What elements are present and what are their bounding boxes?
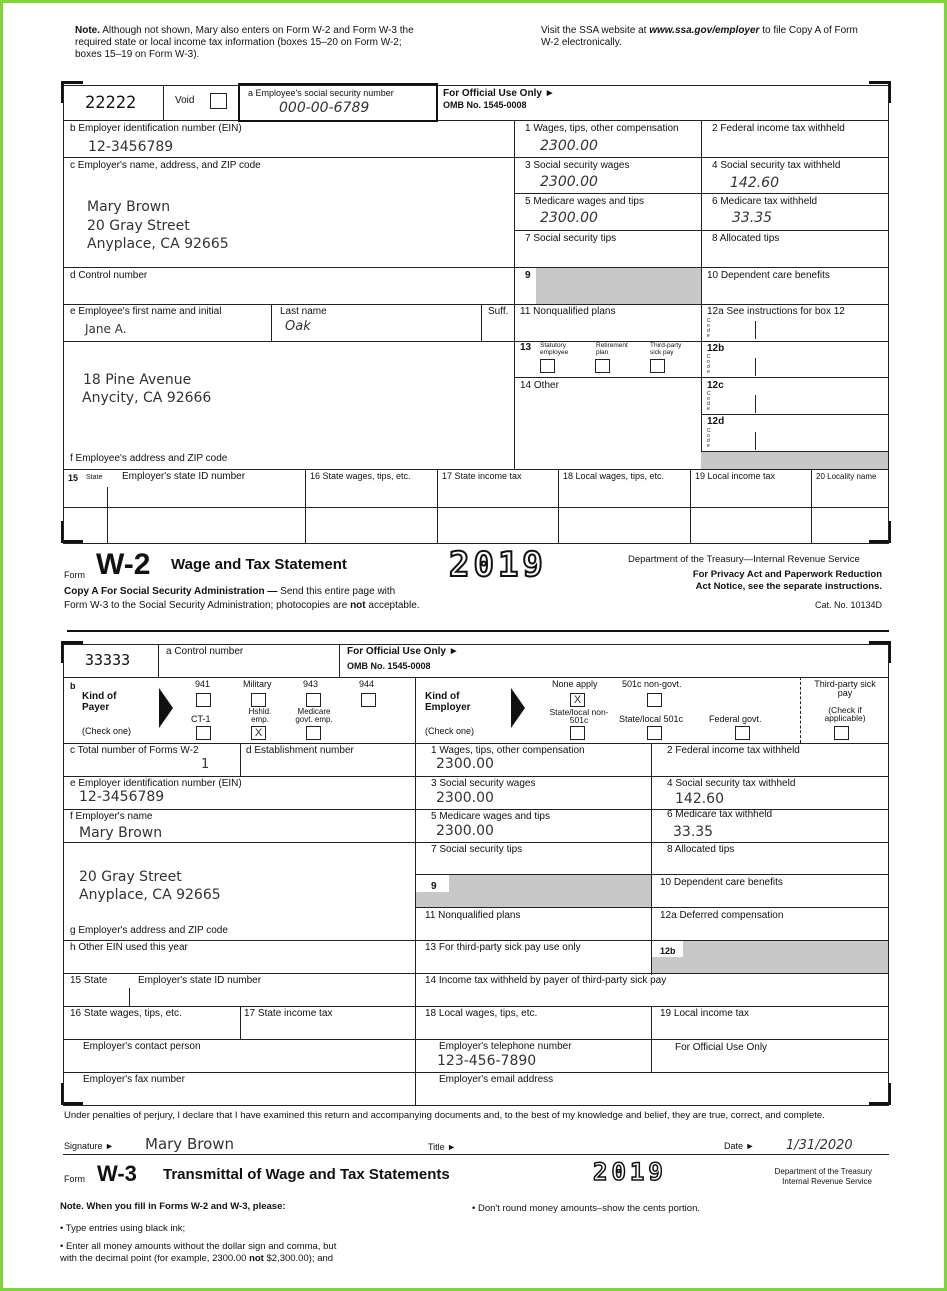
w3-tax-year: 2019 [593, 1158, 667, 1186]
w3-irs-label: Internal Revenue Service [782, 1177, 872, 1186]
kind-of-employer-label: Kind of Employer [425, 691, 471, 713]
w3-ein-field[interactable]: 12-3456789 [79, 789, 165, 805]
w2-form-title: Wage and Tax Statement [171, 556, 347, 573]
w3-employer-city-field[interactable]: Anyplace, CA 92665 [79, 887, 221, 903]
w3-state-id-label: Employer's state ID number [138, 975, 262, 986]
box10-label: 10 Dependent care benefits [707, 270, 830, 281]
box6-label: 6 Medicare tax withheld [712, 196, 818, 207]
w3-box7-label: 7 Social security tips [431, 844, 523, 855]
form-word: Form [64, 570, 85, 580]
payer-944-label: 944 [359, 679, 375, 689]
copy-a-heading: Copy A For Social Security Administration — [64, 586, 278, 597]
w3-box9-label: 9 [431, 881, 437, 892]
w3-box12b-label: 12b [660, 946, 676, 956]
w3-box5-label: 5 Medicare wages and tips [431, 811, 550, 822]
bottom-note-bullet-1: • Type entries using black ink; [60, 1223, 186, 1234]
box5-medicare-wages-field[interactable]: 2300.00 [540, 210, 598, 226]
employer-check-one: (Check one) [425, 726, 475, 736]
catalog-number: Cat. No. 10134D [814, 600, 882, 610]
employee-first-name-field[interactable]: Jane A. [85, 322, 127, 336]
payer-military-label: Military [243, 679, 272, 689]
box18-label: 18 Local wages, tips, etc. [563, 471, 665, 481]
form-separator [67, 630, 889, 632]
employer-arrow-icon [511, 688, 525, 728]
ssa-website-note [541, 25, 871, 49]
fax-number-label: Employer's fax number [83, 1074, 185, 1085]
501c-label: 501c non-govt. [622, 679, 682, 689]
w3-form-title: Transmittal of Wage and Tax Statements [163, 1166, 450, 1183]
w3-box17-label: 17 State income tax [244, 1008, 333, 1019]
box20-label: 20 Locality name [816, 472, 877, 481]
box12b-label: 12b [707, 343, 725, 354]
state-non501c-checkbox[interactable] [570, 726, 585, 740]
retirement-plan-checkbox[interactable] [595, 359, 610, 373]
bottom-note-bullet-3: • Don't round money amounts–show the cents portion. [472, 1203, 700, 1214]
w3-box12a-label: 12a Deferred compensation [660, 910, 784, 921]
ssn-label: a Employee's social security number [248, 88, 394, 98]
telephone-field[interactable]: 123-456-7890 [437, 1053, 537, 1069]
check-if-applicable-label: (Check if applicable) [824, 705, 866, 723]
w3-ein-label: e Employer identification number (EIN) [70, 778, 242, 789]
note-text: Although not shown, Mary also enters on Form W-2 and Form W-3 the required state or local income tax information (boxes 15–20 on Form W-2; boxes 15–19 on Form W-3). [75, 25, 414, 60]
box9-label: 9 [525, 270, 531, 281]
w3-official-use-label: For Official Use Only ► [347, 646, 459, 657]
w3-box1-wages-field[interactable]: 2300.00 [436, 756, 494, 772]
employee-first-name-label: e Employee's first name and initial [70, 306, 222, 317]
crop-mark [61, 1083, 83, 1105]
none-apply-checkbox[interactable]: X [570, 693, 585, 707]
bottom-note-title: Note. When you fill in Forms W-2 and W-3, please: [60, 1201, 286, 1212]
w2-tax-year: 2019 [449, 545, 547, 585]
w3-box2-label: 2 Federal income tax withheld [667, 745, 800, 756]
w3-treasury-label: Department of the Treasury [774, 1167, 872, 1176]
employee-street-field[interactable]: 18 Pine Avenue [83, 372, 192, 388]
bottom-note-bullet-2: • Enter all money amounts without the dollar sign and comma, but [60, 1241, 337, 1252]
box12a-label: 12a See instructions for box 12 [707, 306, 845, 317]
w3-third-party-checkbox[interactable] [834, 726, 849, 740]
w3-control-number-label: a Control number [166, 646, 244, 657]
w3-box4-ss-tax-field[interactable]: 142.60 [675, 791, 724, 807]
employer-street-field[interactable]: 20 Gray Street [87, 218, 190, 234]
title-label: Title ► [428, 1142, 457, 1152]
code-label: C o d e [707, 354, 711, 375]
payer-943-label: 943 [303, 679, 319, 689]
box3-label: 3 Social security wages [525, 160, 630, 171]
other-ein-label: h Other EIN used this year [70, 942, 188, 953]
signature-label: Signature ► [64, 1141, 114, 1151]
box12c-label: 12c [707, 380, 724, 391]
establishment-number-label: d Establishment number [246, 745, 354, 756]
payer-943-checkbox[interactable] [306, 693, 321, 707]
email-label: Employer's email address [439, 1074, 554, 1085]
box7-label: 7 Social security tips [525, 233, 617, 244]
box8-label: 8 Allocated tips [712, 233, 780, 244]
w3-box16-label: 16 State wages, tips, etc. [70, 1008, 182, 1019]
w3-box19-label: 19 Local income tax [660, 1008, 749, 1019]
box16-label: 16 State wages, tips, etc. [310, 471, 411, 481]
w3-box3-label: 3 Social security wages [431, 778, 536, 789]
total-forms-label: c Total number of Forms W-2 [70, 745, 199, 756]
state-501c-checkbox[interactable] [647, 726, 662, 740]
w3-omb-number: OMB No. 1545-0008 [347, 661, 431, 671]
box2-label: 2 Federal income tax withheld [712, 123, 845, 134]
w3-form-word: Form [64, 1174, 85, 1184]
payer-military-checkbox[interactable] [251, 693, 266, 707]
box15-label: 15 [68, 473, 79, 483]
w3-b-label: b [70, 681, 76, 691]
payer-ct1-label: CT-1 [191, 714, 211, 724]
bottom-note-not: not [249, 1253, 264, 1264]
payer-check-one: (Check one) [82, 726, 132, 736]
employer-city-field[interactable]: Anyplace, CA 92665 [87, 236, 229, 252]
state-501c-label: State/local 501c [619, 714, 684, 724]
ein-label: b Employer identification number (EIN) [70, 123, 242, 134]
copy-a-text: Send this entire page with [277, 586, 396, 597]
third-party-sick-pay-checkbox[interactable] [650, 359, 665, 373]
w3-employer-name-label: f Employer's name [70, 811, 153, 822]
box3-ss-wages-field[interactable]: 2300.00 [540, 174, 598, 190]
w3-box18-label: 18 Local wages, tips, etc. [425, 1008, 538, 1019]
code-label: C o d e [707, 391, 711, 412]
employer-name-label: c Employer's name, address, and ZIP code [70, 160, 261, 171]
w3-official-use-box: For Official Use Only [675, 1042, 768, 1053]
w3-box6-medicare-tax-field[interactable]: 33.35 [673, 824, 714, 840]
statutory-employee-checkbox[interactable] [540, 359, 555, 373]
payer-medicare-govt-label: Medicare govt. emp. [295, 707, 333, 724]
suffix-label: Suff. [488, 306, 509, 317]
w3-box11-label: 11 Nonqualified plans [425, 910, 521, 921]
copy-a-not: not [350, 600, 366, 611]
state-label: State [86, 474, 103, 481]
box1-wages-field[interactable]: 2300.00 [540, 138, 598, 154]
w3-box14-label: 14 Income tax withheld by payer of third-party sick pay [425, 975, 667, 986]
privacy-act-notice: For Privacy Act and Paperwork Reduction [692, 569, 882, 580]
w3-box8-label: 8 Allocated tips [667, 844, 735, 855]
kind-of-payer-label: Kind of Payer [82, 691, 117, 713]
last-name-label: Last name [280, 306, 327, 317]
void-label: Void [175, 95, 195, 106]
ssa-note-post: to file Copy A of Form W-2 electronically. [541, 25, 858, 48]
omb-number: OMB No. 1545-0008 [443, 100, 527, 110]
box1-label: 1 Wages, tips, other compensation [525, 123, 679, 134]
perjury-statement: Under penalties of perjury, I declare that I have examined this return and accompanying documents and, to the best of my knowledge and belief, they are true, correct, and complete. [64, 1110, 825, 1121]
employer-name-field[interactable]: Mary Brown [87, 199, 171, 215]
w3-form-name: W-3 [97, 1161, 137, 1186]
box14-label: 14 Other [520, 380, 559, 391]
employer-state-id-label: Employer's state ID number [122, 471, 246, 482]
payer-medicare-govt-checkbox[interactable] [306, 726, 321, 740]
copy-a-text-3: acceptable. [365, 600, 420, 611]
box5-label: 5 Medicare wages and tips [525, 196, 644, 207]
employee-city-field[interactable]: Anycity, CA 92666 [82, 390, 212, 406]
contact-person-label: Employer's contact person [83, 1041, 201, 1052]
w3-box10-label: 10 Dependent care benefits [660, 877, 783, 888]
retirement-plan-label: Retirement plan [596, 342, 628, 356]
w3-box6-label: 6 Medicare tax withheld [667, 809, 773, 820]
payer-household-checkbox[interactable]: X [251, 726, 266, 740]
official-use-label: For Official Use Only ► [443, 88, 555, 99]
crop-mark [61, 521, 83, 543]
none-apply-label: None apply [552, 679, 598, 689]
w3-box3-ss-wages-field[interactable]: 2300.00 [436, 790, 494, 806]
w3-box13-label: 13 For third-party sick pay use only [425, 942, 581, 953]
note-label: Note. [75, 25, 100, 36]
signature-field[interactable]: Mary Brown [145, 1135, 235, 1153]
payer-ct1-checkbox[interactable] [196, 726, 211, 740]
telephone-label: Employer's telephone number [439, 1041, 572, 1052]
box19-label: 19 Local income tax [695, 471, 776, 481]
federal-govt-label: Federal govt. [709, 714, 762, 724]
box11-label: 11 Nonqualified plans [520, 306, 616, 317]
w3-box15-label: 15 State [70, 975, 108, 986]
payer-household-label: Hshld. emp. [248, 707, 272, 724]
statutory-employee-label: Statutory employee [540, 342, 569, 356]
w3-box4-label: 4 Social security tax withheld [667, 778, 796, 789]
w3-employer-address-label: g Employer's address and ZIP code [70, 925, 228, 936]
payer-941-checkbox[interactable] [196, 693, 211, 707]
privacy-act-notice-2: Act Notice, see the separate instructions. [695, 581, 882, 592]
copy-a-text-2: Form W-3 to the Social Security Administration; photocopies are [64, 600, 351, 611]
payer-941-label: 941 [195, 679, 211, 689]
box17-label: 17 State income tax [442, 471, 522, 481]
w3-box1-label: 1 Wages, tips, other compensation [431, 745, 585, 756]
box4-ss-tax-field[interactable]: 142.60 [730, 175, 779, 191]
date-label: Date ► [724, 1141, 755, 1151]
employer-ein-field[interactable]: 12-3456789 [88, 139, 174, 155]
federal-govt-checkbox[interactable] [735, 726, 750, 740]
treasury-dept-label: Department of the Treasury—Internal Revenue Service [628, 554, 860, 565]
bottom-note-bullet-2b: with the decimal point (for example, 2300.00 [60, 1253, 250, 1264]
w3-employer-name-field[interactable]: Mary Brown [79, 825, 163, 841]
date-field[interactable]: 1/31/2020 [786, 1138, 853, 1153]
payer-944-checkbox[interactable] [361, 693, 376, 707]
bottom-note-bullet-2c: $2,300.00); and [263, 1253, 334, 1264]
box6-medicare-tax-field[interactable]: 33.35 [732, 210, 773, 226]
w3-form-code: 33333 [85, 651, 131, 669]
box4-label: 4 Social security tax withheld [712, 160, 841, 171]
w2-form-name: W-2 [96, 548, 151, 581]
w2-form-code: 22222 [85, 93, 137, 113]
w3-employer-street-field[interactable]: 20 Gray Street [79, 869, 182, 885]
w3-third-party-label: Third-party sick pay [814, 679, 876, 698]
employee-address-label: f Employee's address and ZIP code [70, 453, 228, 464]
501c-checkbox[interactable] [647, 693, 662, 707]
top-note [75, 25, 415, 61]
box13-label: 13 [520, 342, 532, 353]
code-label: C o d e [707, 318, 711, 339]
code-label: C o d e [707, 428, 711, 449]
ssa-url-link[interactable]: www.ssa.gov/employer [649, 25, 760, 36]
employee-last-name-field[interactable]: Oak [285, 319, 311, 334]
payer-arrow-icon [159, 688, 173, 728]
ssa-note-pre: Visit the SSA website at [541, 25, 650, 36]
box12d-label: 12d [707, 416, 725, 427]
employee-ssn-field[interactable]: 000-00-6789 [279, 100, 370, 116]
control-number-label: d Control number [70, 270, 148, 281]
w3-box5-medicare-wages-field[interactable]: 2300.00 [436, 823, 494, 839]
void-checkbox[interactable] [210, 93, 227, 109]
total-forms-field[interactable]: 1 [201, 757, 210, 772]
state-non501c-label: State/local non-501c [549, 707, 609, 725]
third-party-sick-pay-label: Third-party sick pay [650, 342, 682, 356]
